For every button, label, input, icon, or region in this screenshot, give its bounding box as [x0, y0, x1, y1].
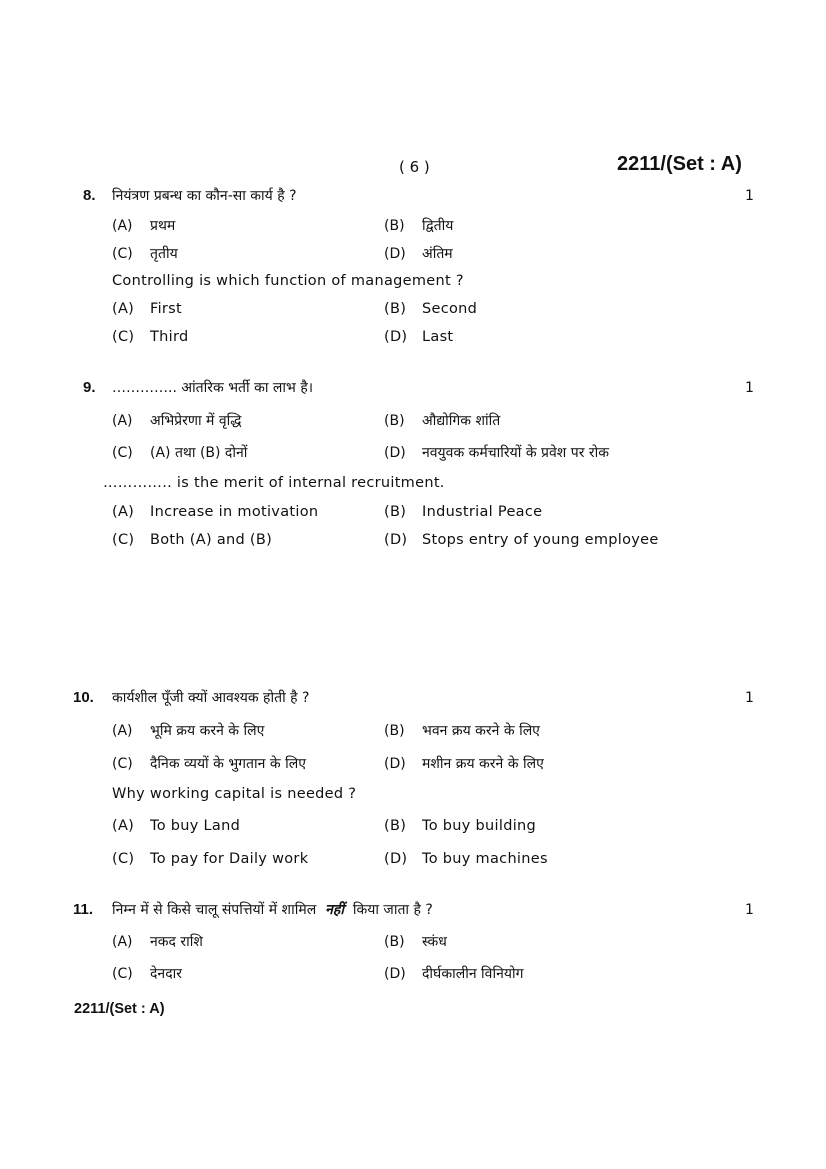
paper-code-header: 2211/(Set : A) [617, 153, 742, 175]
question-text-hindi: कार्यशील पूँजी क्यों आवश्यक होती है ? [112, 690, 310, 706]
paper-code-footer: 2211/(Set : A) [74, 1001, 165, 1017]
option-b-english: (B) Industrial Peace [384, 504, 543, 520]
option-d-hindi: (D) मशीन क्रय करने के लिए [384, 756, 544, 772]
option-a-hindi: (A) नकद राशि [112, 934, 203, 950]
question-number: 11. [73, 901, 94, 918]
question-marks: 1 [745, 690, 754, 706]
option-a-english: (A) First [112, 301, 183, 317]
option-b-hindi: (B) स्कंध [384, 934, 447, 950]
option-c-english: (C) Both (A) and (B) [112, 532, 273, 548]
option-c-english: (C) Third [112, 329, 189, 345]
option-a-english: (A) To buy Land [112, 818, 241, 834]
option-b-english: (B) To buy building [384, 818, 537, 834]
option-a-hindi: (A) अभिप्रेरणा में वृद्धि [112, 413, 242, 429]
question-text-hindi: ………….. आंतरिक भर्ती का लाभ है। [112, 380, 314, 396]
question-marks: 1 [745, 188, 754, 204]
option-d-hindi: (D) दीर्घकालीन विनियोग [384, 966, 524, 982]
option-c-hindi: (C) देनदार [112, 966, 182, 982]
question-number: 9. [83, 379, 96, 396]
option-b-hindi: (B) भवन क्रय करने के लिए [384, 723, 540, 739]
option-c-hindi: (C) दैनिक व्ययों के भुगतान के लिए [112, 756, 306, 772]
option-d-english: (D) Stops entry of young employee [384, 532, 659, 548]
option-b-hindi: (B) औद्योगिक शांति [384, 413, 501, 429]
question-number: 8. [83, 187, 96, 204]
option-d-hindi: (D) नवयुवक कर्मचारियों के प्रवेश पर रोक [384, 445, 610, 461]
option-c-hindi: (C) तृतीय [112, 246, 178, 262]
option-d-hindi: (D) अंतिम [384, 246, 453, 262]
page-number: ( 6 ) [399, 158, 430, 176]
question-text-english: ………….. is the merit of internal recruitment. [103, 475, 445, 491]
question-text-english: Why working capital is needed ? [112, 786, 357, 802]
question-marks: 1 [745, 380, 754, 396]
option-a-hindi: (A) प्रथम [112, 218, 176, 234]
option-d-english: (D) Last [384, 329, 454, 345]
option-a-hindi: (A) भूमि क्रय करने के लिए [112, 723, 265, 739]
emphasis-negative: नहीं [325, 902, 344, 918]
option-d-english: (D) To buy machines [384, 851, 548, 867]
option-b-english: (B) Second [384, 301, 478, 317]
question-marks: 1 [745, 902, 754, 918]
question-text-english: Controlling is which function of management ? [112, 273, 464, 289]
option-a-english: (A) Increase in motivation [112, 504, 319, 520]
option-b-hindi: (B) द्वितीय [384, 218, 454, 234]
question-text-hindi: निम्न में से किसे चालू संपत्तियों में शामिल नहीं किया जाता है ? [112, 902, 433, 918]
question-text-hindi: नियंत्रण प्रबन्ध का कौन-सा कार्य है ? [112, 188, 297, 204]
question-number: 10. [73, 689, 94, 706]
option-c-english: (C) To pay for Daily work [112, 851, 309, 867]
option-c-hindi: (C) (A) तथा (B) दोनों [112, 445, 248, 461]
